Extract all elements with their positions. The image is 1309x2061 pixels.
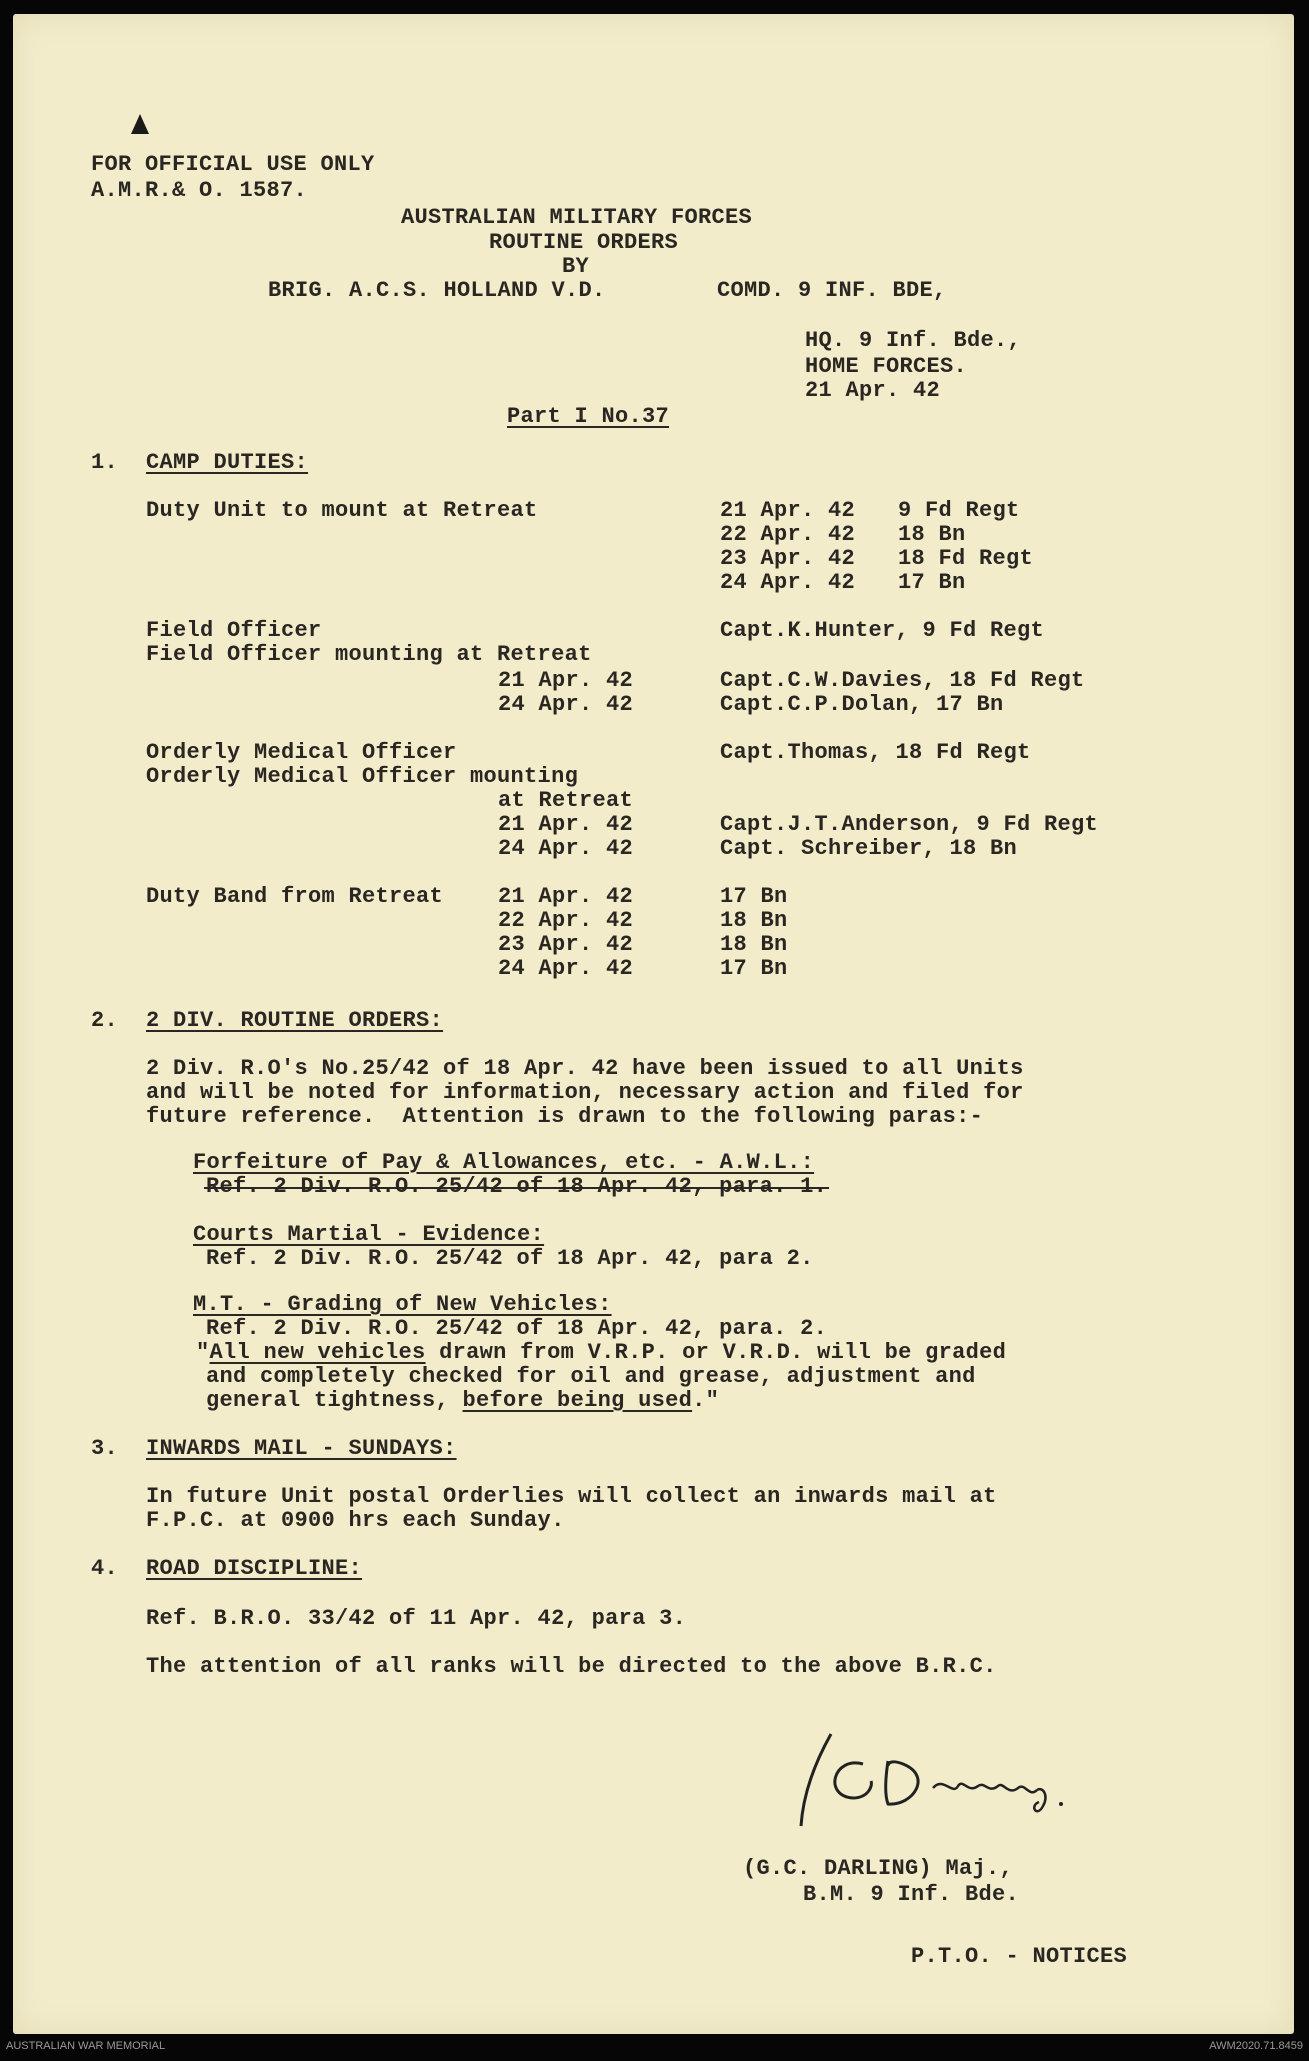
section-4-ref: Ref. B.R.O. 33/42 of 11 Apr. 42, para 3.	[146, 1606, 687, 1631]
quote-line-3	[206, 1390, 719, 1412]
quote-line-2: and completely checked for oil and grease, adjustment and	[206, 1364, 976, 1389]
section-2-body: future reference. Attention is drawn to the following paras:-	[146, 1104, 984, 1129]
section-2-body: 2 Div. R.O's No.25/42 of 18 Apr. 42 have been issued to all Units	[146, 1056, 1024, 1081]
section-3-number: 3.	[91, 1436, 119, 1461]
band-unit: 17 Bn	[720, 884, 788, 909]
document-page	[13, 14, 1294, 2034]
title-by: BY	[562, 254, 590, 279]
medical-mount-officer: Capt.J.T.Anderson, 9 Fd Regt	[720, 812, 1099, 837]
field-officer-mount-date: 21 Apr. 42	[498, 668, 634, 693]
section-3-body: F.P.C. at 0900 hrs each Sunday.	[146, 1508, 565, 1533]
pto-notice: P.T.O. - NOTICES	[911, 1944, 1128, 1969]
medical-officer-label: Orderly Medical Officer	[146, 740, 457, 765]
medical-mount-officer: Capt. Schreiber, 18 Bn	[720, 836, 1018, 861]
duty-unit-name: 18 Bn	[898, 522, 966, 547]
field-officer: Capt.K.Hunter, 9 Fd Regt	[720, 618, 1045, 643]
section-4-body: The attention of all ranks will be directed to the above B.R.C.	[146, 1654, 997, 1679]
footer-archive: AUSTRALIAN WAR MEMORIAL	[6, 2040, 166, 2052]
reference-number: A.M.R.& O. 1587.	[91, 178, 308, 203]
quote-line-1	[196, 1342, 1006, 1364]
section-2-body: and will be noted for information, necessary action and filed for	[146, 1080, 1024, 1105]
medical-mount-label-2: at Retreat	[498, 788, 634, 813]
field-officer-mount-label: Field Officer mounting at Retreat	[146, 642, 592, 667]
title-forces: AUSTRALIAN MILITARY FORCES	[401, 205, 753, 230]
quote-close: ."	[692, 1388, 720, 1413]
command: COMD. 9 INF. BDE,	[717, 278, 947, 303]
duty-unit-name: 17 Bn	[898, 570, 966, 595]
title-routine-orders: ROUTINE ORDERS	[489, 230, 679, 255]
section-3-heading: INWARDS MAIL - SUNDAYS:	[146, 1436, 457, 1461]
item-2-ref: Ref. 2 Div. R.O. 25/42 of 18 Apr. 42, para 2.	[206, 1246, 814, 1271]
section-1-heading: CAMP DUTIES:	[146, 450, 309, 475]
section-4-heading: ROAD DISCIPLINE:	[146, 1556, 363, 1581]
footer-accession: AWM2020.71.8459	[1209, 2040, 1303, 2052]
field-officer-mount: Capt.C.W.Davies, 18 Fd Regt	[720, 668, 1085, 693]
handwritten-signature	[793, 1726, 1113, 1836]
quote-underlined-phrase: before being used	[462, 1388, 693, 1413]
section-1-number: 1.	[91, 450, 119, 475]
quote-underlined-phrase: All new vehicles	[209, 1340, 426, 1365]
section-2-heading: 2 DIV. ROUTINE ORDERS:	[146, 1008, 444, 1033]
section-4-number: 4.	[91, 1556, 119, 1581]
item-2-title: Courts Martial - Evidence:	[193, 1222, 545, 1247]
quote-line-3-start: general tightness,	[206, 1388, 463, 1413]
section-3-body: In future Unit postal Orderlies will collect an inwards mail at	[146, 1484, 997, 1509]
duty-unit-name: 9 Fd Regt	[898, 498, 1020, 523]
issuer: BRIG. A.C.S. HOLLAND V.D.	[268, 278, 606, 303]
item-3-title: M.T. - Grading of New Vehicles:	[193, 1292, 612, 1317]
quote-open: "	[196, 1340, 210, 1365]
band-unit: 18 Bn	[720, 908, 788, 933]
duty-unit-date: 21 Apr. 42	[720, 498, 856, 523]
quote-line-1-rest: drawn from V.R.P. or V.R.D. will be graded	[425, 1340, 1007, 1365]
medical-mount-label: Orderly Medical Officer mounting	[146, 764, 579, 789]
medical-mount-date: 24 Apr. 42	[498, 836, 634, 861]
field-officer-mount-date: 24 Apr. 42	[498, 692, 634, 717]
band-date: 24 Apr. 42	[498, 956, 634, 981]
medical-mount-date: 21 Apr. 42	[498, 812, 634, 837]
band-unit: 17 Bn	[720, 956, 788, 981]
field-officer-mount: Capt.C.P.Dolan, 17 Bn	[720, 692, 1004, 717]
field-officer-label: Field Officer	[146, 618, 322, 643]
home-forces: HOME FORCES.	[805, 354, 968, 379]
duty-unit-date: 23 Apr. 42	[720, 546, 856, 571]
band-unit: 18 Bn	[720, 932, 788, 957]
band-date: 21 Apr. 42	[498, 884, 634, 909]
band-date: 23 Apr. 42	[498, 932, 634, 957]
item-1-title: Forfeiture of Pay & Allowances, etc. - A.W.L.:	[193, 1150, 815, 1175]
item-1-ref: Ref. 2 Div. R.O. 25/42 of 18 Apr. 42, para. 1.	[206, 1174, 828, 1199]
hq-line: HQ. 9 Inf. Bde.,	[805, 328, 1022, 353]
signatory-title: B.M. 9 Inf. Bde.	[803, 1882, 1020, 1907]
section-2-number: 2.	[91, 1008, 119, 1033]
band-label: Duty Band from Retreat	[146, 884, 444, 909]
classification: FOR OFFICIAL USE ONLY	[91, 152, 375, 177]
item-3-ref: Ref. 2 Div. R.O. 25/42 of 18 Apr. 42, para. 2.	[206, 1316, 828, 1341]
duty-unit-date: 24 Apr. 42	[720, 570, 856, 595]
band-date: 22 Apr. 42	[498, 908, 634, 933]
duty-unit-date: 22 Apr. 42	[720, 522, 856, 547]
part-number: Part I No.37	[507, 404, 670, 429]
hole-punch-mark-icon	[131, 114, 149, 134]
medical-officer: Capt.Thomas, 18 Fd Regt	[720, 740, 1031, 765]
duty-unit-name: 18 Fd Regt	[898, 546, 1034, 571]
issue-date: 21 Apr. 42	[805, 378, 941, 403]
duty-unit-label: Duty Unit to mount at Retreat	[146, 498, 538, 523]
signatory-name: (G.C. DARLING) Maj.,	[743, 1856, 1014, 1881]
